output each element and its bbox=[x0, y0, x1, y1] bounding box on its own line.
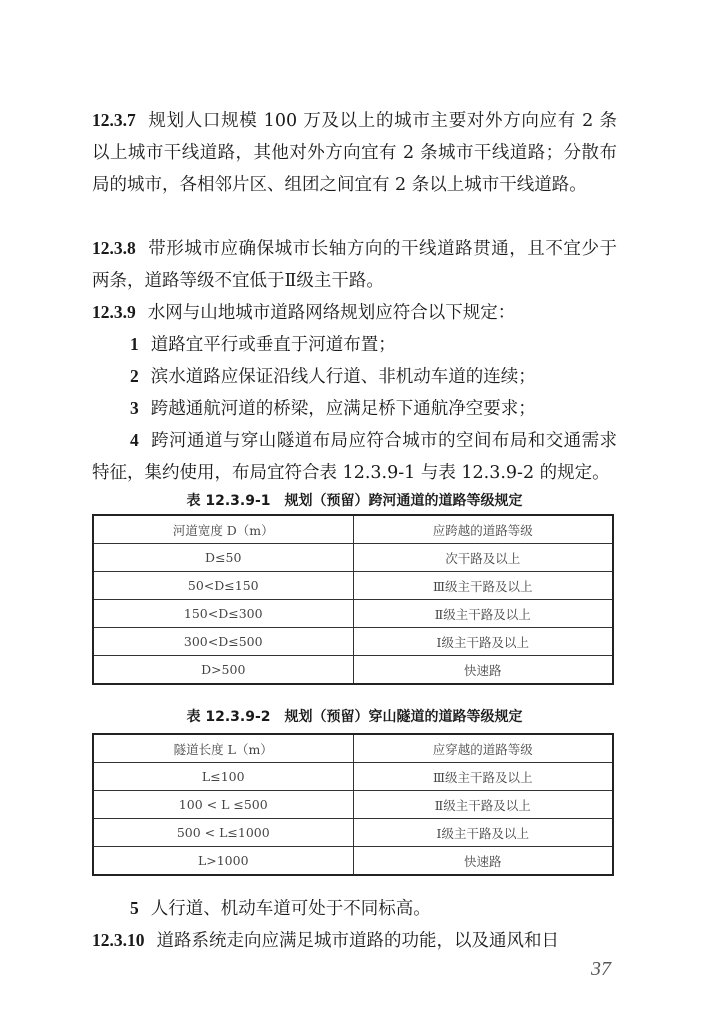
table-row bbox=[93, 628, 613, 656]
table-cell: 300<D≤500 bbox=[93, 628, 353, 656]
table-2 bbox=[92, 733, 614, 876]
item-text: 人行道、机动车道可处于不同标高。 bbox=[150, 899, 431, 919]
list-item-4 bbox=[92, 424, 617, 489]
table-cell: D>500 bbox=[93, 656, 353, 685]
item-text: 跨越通航河道的桥梁，应满足桥下通航净空要求； bbox=[150, 399, 536, 419]
table-cell: L>1000 bbox=[93, 847, 353, 876]
clause-12-3-10 bbox=[92, 924, 617, 957]
table-row bbox=[93, 847, 613, 876]
table-cell: 150<D≤300 bbox=[93, 600, 353, 628]
item-number: 2 bbox=[130, 366, 139, 386]
page-number: 37 bbox=[591, 958, 611, 980]
list-item-5 bbox=[92, 892, 617, 925]
table-header-row bbox=[93, 515, 613, 544]
clause-number: 12.3.7 bbox=[92, 110, 136, 130]
clause-12-3-9 bbox=[92, 296, 617, 329]
clause-text: 水网与山地城市道路网络规划应符合以下规定： bbox=[147, 303, 516, 323]
table-row bbox=[93, 819, 613, 847]
clause-number: 12.3.10 bbox=[92, 930, 145, 950]
item-number: 5 bbox=[130, 898, 139, 918]
table-cell: 快速路 bbox=[353, 847, 613, 876]
clause-12-3-7 bbox=[92, 104, 617, 201]
table-cell: L≤100 bbox=[93, 763, 353, 791]
table-cell: Ⅱ级主干路及以上 bbox=[353, 791, 613, 819]
table-cell: 50<D≤150 bbox=[93, 572, 353, 600]
header-cell: 河道宽度 D（m） bbox=[93, 515, 353, 544]
item-text: 跨河通道与穿山隧道布局应符合城市的空间布局和交通需求特征，集约使用，布局宜符合表 12.3.9-1 与表 12.3.9-2 的规定。 bbox=[92, 431, 617, 483]
table-cell: Ⅰ级主干路及以上 bbox=[353, 819, 613, 847]
table-row bbox=[93, 763, 613, 791]
table-row bbox=[93, 600, 613, 628]
table-2-caption: 表 12.3.9-2 规划（预留）穿山隧道的道路等级规定 bbox=[186, 709, 523, 725]
clause-number: 12.3.8 bbox=[92, 238, 136, 258]
table-cell: Ⅲ级主干路及以上 bbox=[353, 763, 613, 791]
table-header-row bbox=[93, 734, 613, 763]
item-number: 1 bbox=[130, 334, 139, 354]
table-cell: Ⅱ级主干路及以上 bbox=[353, 600, 613, 628]
table-row bbox=[93, 791, 613, 819]
item-text: 滨水道路应保证沿线人行道、非机动车道的连续； bbox=[150, 367, 536, 387]
list-item-1 bbox=[92, 328, 617, 361]
table-cell: D≤50 bbox=[93, 544, 353, 572]
table-cell: Ⅰ级主干路及以上 bbox=[353, 628, 613, 656]
table-1 bbox=[92, 514, 614, 685]
clause-text: 道路系统走向应满足城市道路的功能，以及通风和日 bbox=[156, 931, 559, 951]
table-row bbox=[93, 572, 613, 600]
table-row bbox=[93, 656, 613, 685]
table-cell: 100 < L ≤500 bbox=[93, 791, 353, 819]
table-cell: 次干路及以上 bbox=[353, 544, 613, 572]
table-cell: Ⅲ级主干路及以上 bbox=[353, 572, 613, 600]
item-number: 4 bbox=[130, 430, 139, 450]
clause-12-3-8 bbox=[92, 232, 617, 297]
table-1-caption: 表 12.3.9-1 规划（预留）跨河通道的道路等级规定 bbox=[186, 493, 523, 509]
table-cell: 快速路 bbox=[353, 656, 613, 685]
clause-text: 规划人口规模 100 万及以上的城市主要对外方向应有 2 条以上城市干线道路，其他对外方向宜有 2 条城市干线道路；分散布局的城市，各相邻片区、组团之间宜有 2 条以上城市干线道路。 bbox=[92, 111, 617, 195]
header-cell: 应跨越的道路等级 bbox=[353, 515, 613, 544]
list-item-2 bbox=[92, 360, 617, 393]
header-cell: 应穿越的道路等级 bbox=[353, 734, 613, 763]
table-row bbox=[93, 544, 613, 572]
clause-number: 12.3.9 bbox=[92, 302, 136, 322]
item-text: 道路宜平行或垂直于河道布置； bbox=[150, 335, 396, 355]
header-cell: 隧道长度 L（m） bbox=[93, 734, 353, 763]
table-cell: 500 < L≤1000 bbox=[93, 819, 353, 847]
clause-text: 带形城市应确保城市长轴方向的干线道路贯通，且不宜少于两条，道路等级不宜低于Ⅱ级主干路。 bbox=[92, 239, 617, 291]
item-number: 3 bbox=[130, 398, 139, 418]
list-item-3 bbox=[92, 392, 617, 425]
